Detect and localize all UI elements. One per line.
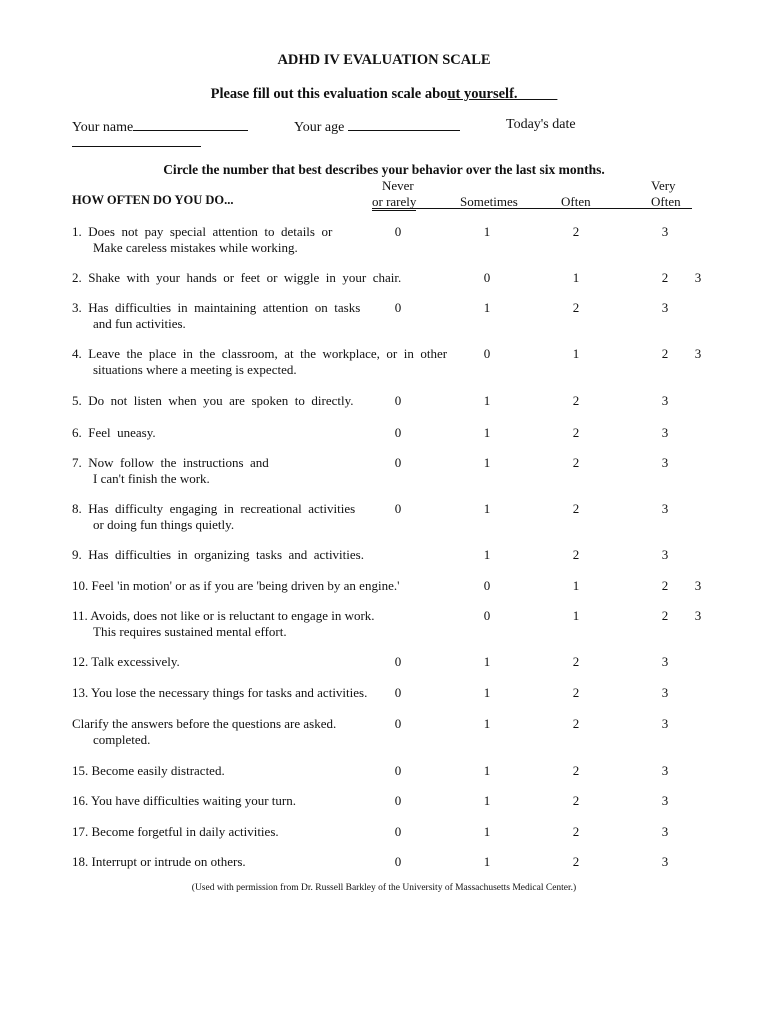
question-line2: or doing fun things quietly. [93,517,235,532]
question-line1: 10. Feel 'in motion' or as if you are 'being driven by an engine.' [72,578,400,593]
score-option[interactable]: 3 [661,425,669,440]
question-line1: 6. Feel uneasy. [72,425,156,440]
score-option[interactable]: 2 [572,425,580,440]
score-option[interactable]: 1 [483,685,491,700]
fill-instruction [0,86,768,103]
score-option[interactable]: 1 [483,224,491,239]
score-option[interactable]: 1 [483,654,491,669]
score-option[interactable]: 2 [572,547,580,562]
score-option[interactable]: 2 [572,300,580,315]
question-text [72,270,401,286]
score-option[interactable]: 2 [572,716,580,731]
score-option[interactable]: 2 [661,270,669,285]
score-option[interactable]: 0 [394,685,402,700]
score-option[interactable]: 2 [572,824,580,839]
score-option[interactable]: 2 [572,685,580,700]
question-text [72,455,269,487]
score-option[interactable]: 2 [572,224,580,239]
question-line2: Make careless mistakes while working. [93,240,298,255]
question-line1: 4. Leave the place in the classroom, at the workplace, or in other [72,346,448,361]
question-text [72,547,364,563]
question-text [72,763,225,779]
age-blank[interactable] [348,117,460,131]
question-line1: 8. Has difficulty engaging in recreational activities [72,501,356,516]
question-text [72,393,354,409]
question-text [72,224,332,256]
question-text [72,854,246,870]
score-option[interactable]: 3 [694,608,702,623]
score-option[interactable]: 3 [661,763,669,778]
question-column-header: HOW OFTEN DO YOU DO... [72,193,234,207]
question-line1: 18. Interrupt or intrude on others. [72,854,246,869]
score-option[interactable]: 3 [661,501,669,516]
score-option[interactable]: 2 [661,608,669,623]
score-option[interactable]: 2 [572,393,580,408]
score-option[interactable]: 0 [394,224,402,239]
score-option[interactable]: 2 [572,455,580,470]
question-line2: completed. [93,732,151,747]
score-option[interactable]: 2 [572,793,580,808]
score-option[interactable]: 1 [572,346,580,361]
score-option[interactable]: 1 [483,501,491,516]
score-option[interactable]: 3 [661,300,669,315]
question-text [72,425,156,441]
score-option[interactable]: 1 [572,608,580,623]
score-option[interactable]: 0 [394,654,402,669]
score-option[interactable]: 0 [394,300,402,315]
score-option[interactable]: 2 [661,346,669,361]
score-option[interactable]: 1 [483,300,491,315]
question-line1: 5. Do not listen when you are spoken to directly. [72,393,354,408]
age-label: Your age [294,120,348,135]
sometimes-header: Sometimes [460,194,518,209]
name-label: Your name [72,120,134,135]
score-option[interactable]: 1 [483,824,491,839]
score-option[interactable]: 1 [483,793,491,808]
question-line1: 1. Does not pay special attention to details or [72,224,333,239]
question-text [72,654,180,670]
score-option[interactable]: 0 [483,346,491,361]
never-header-line1: Never [382,178,414,193]
question-line1: 17. Become forgetful in daily activities. [72,824,279,839]
score-option[interactable]: 2 [572,854,580,869]
date-blank[interactable] [72,134,201,147]
score-option[interactable]: 3 [694,346,702,361]
score-option[interactable]: 1 [483,547,491,562]
age-field[interactable] [294,117,460,136]
score-option[interactable]: 0 [394,763,402,778]
question-text [72,824,279,840]
question-line1: 9. Has difficulties in organizing tasks and activities. [72,547,364,562]
question-line2: and fun activities. [93,316,186,331]
question-text [72,685,367,701]
question-line1: 12. Talk excessively. [72,654,180,669]
question-line2: situations where a meeting is expected. [93,362,297,377]
score-option[interactable]: 0 [483,270,491,285]
score-option[interactable]: 3 [661,455,669,470]
score-option[interactable]: 1 [483,455,491,470]
score-option[interactable]: 1 [483,716,491,731]
circle-instruction: Circle the number that best describes your behavior over the last six months. [163,162,605,177]
question-line1: 7. Now follow the instructions and [72,455,269,470]
question-line1: 3. Has difficulties in maintaining attention on tasks [72,300,361,315]
question-line1: 16. You have difficulties waiting your turn. [72,793,296,808]
score-option[interactable]: 1 [483,425,491,440]
question-text [72,578,399,594]
score-option[interactable]: 0 [394,793,402,808]
date-label: Today's date [506,117,576,132]
date-field [506,117,576,133]
question-line1: 11. Avoids, does not like or is reluctant to engage in work. [72,608,375,623]
score-option[interactable]: 0 [394,716,402,731]
score-option[interactable]: 0 [394,854,402,869]
score-option[interactable]: 3 [661,854,669,869]
instruction-underlined: ut yourself. [447,86,558,102]
question-line1: 13. You lose the necessary things for tasks and activities. [72,685,368,700]
score-option[interactable]: 3 [694,270,702,285]
never-header-line2: or rarely [372,194,417,209]
score-option[interactable]: 3 [661,824,669,839]
score-option[interactable]: 0 [394,501,402,516]
score-option[interactable]: 2 [661,578,669,593]
question-text [72,608,375,640]
score-option[interactable]: 3 [661,793,669,808]
question-text [72,300,360,332]
question-text [72,716,336,748]
question-line1: 2. Shake with your hands or feet or wiggle in your chair. [72,270,402,285]
score-option[interactable]: 0 [483,608,491,623]
score-option[interactable]: 3 [661,393,669,408]
question-line1: Clarify the answers before the questions are asked. [72,716,337,731]
score-option[interactable]: 0 [394,425,402,440]
score-option[interactable]: 1 [572,270,580,285]
score-option[interactable]: 0 [394,824,402,839]
name-blank[interactable] [133,117,248,131]
score-option[interactable]: 0 [394,393,402,408]
question-text [72,346,447,378]
score-option[interactable]: 1 [483,763,491,778]
question-line2: This requires sustained mental effort. [93,624,287,639]
permission-footer: (Used with permission from Dr. Russell Barkley of the University of Massachusetts Medical Center.) [191,883,577,893]
score-option[interactable]: 1 [483,393,491,408]
instruction-text: Please fill out this evaluation scale abo [210,86,448,102]
header-rule [372,208,692,209]
very-header-line2: Often [651,194,681,209]
score-option[interactable]: 3 [661,547,669,562]
score-option[interactable]: 3 [661,716,669,731]
score-option[interactable]: 0 [394,455,402,470]
score-option[interactable]: 2 [572,654,580,669]
score-option[interactable]: 3 [661,224,669,239]
question-line1: 15. Become easily distracted. [72,763,225,778]
score-option[interactable]: 2 [572,763,580,778]
score-option[interactable]: 1 [572,578,580,593]
score-option[interactable]: 3 [661,685,669,700]
question-line2: I can't finish the work. [93,471,210,486]
score-option[interactable]: 3 [694,578,702,593]
score-option[interactable]: 3 [661,654,669,669]
very-header-line1: Very [651,178,676,193]
score-option[interactable]: 1 [483,854,491,869]
form-title: ADHD IV EVALUATION SCALE [277,52,491,68]
score-option[interactable]: 0 [483,578,491,593]
question-text [72,501,355,533]
score-option[interactable]: 2 [572,501,580,516]
often-header: Often [561,194,591,209]
question-text [72,793,296,809]
